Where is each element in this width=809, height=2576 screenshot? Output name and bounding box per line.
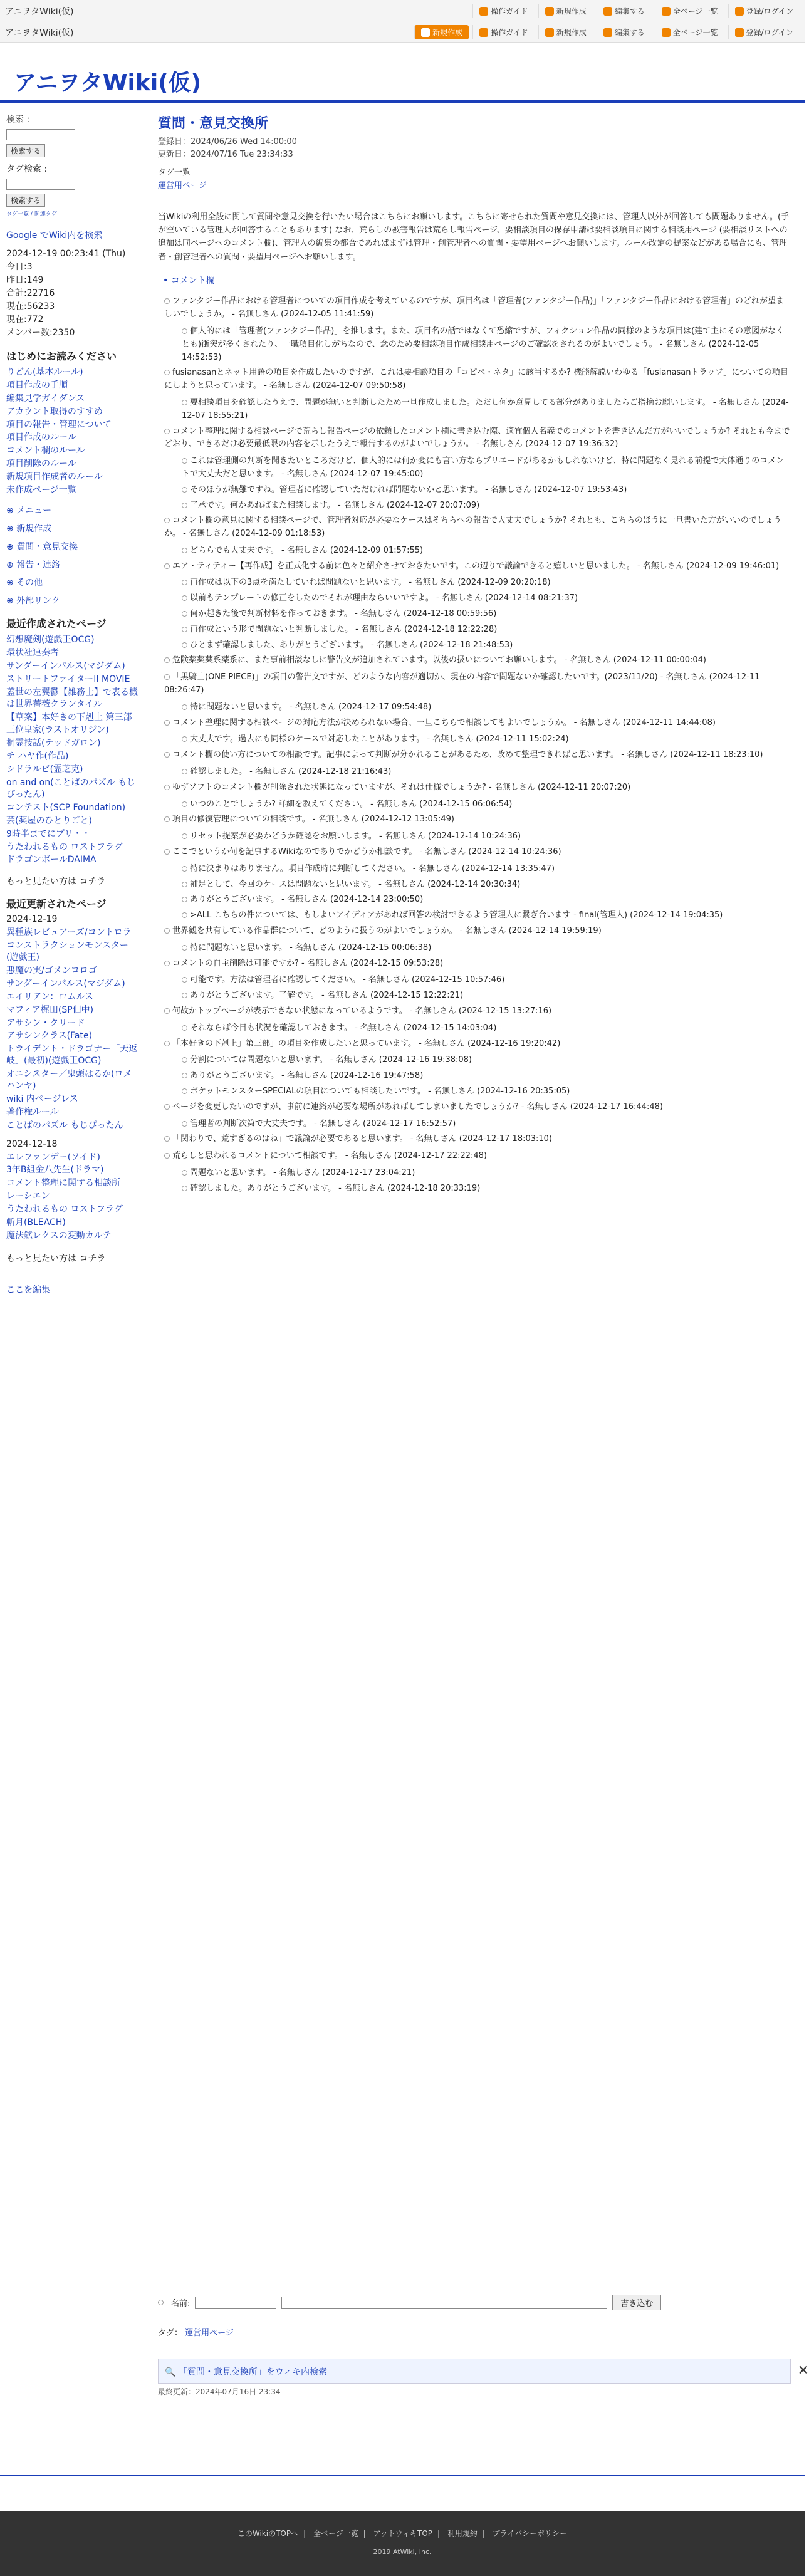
- radio-icon[interactable]: [182, 769, 187, 774]
- updated-item[interactable]: うたわれるもの ロストフラグ: [6, 1204, 123, 1215]
- search-input[interactable]: [6, 129, 75, 140]
- footer-divider: [0, 2475, 805, 2476]
- tags: [158, 167, 791, 193]
- menu-all-pages[interactable]: 全ページ一覧: [655, 4, 724, 18]
- radio-icon[interactable]: [164, 1136, 170, 1142]
- radio-icon[interactable]: [164, 928, 170, 934]
- comment-post: [164, 957, 791, 971]
- updated-more-link[interactable]: もっと見たい方は コチラ: [6, 1253, 106, 1264]
- footer: [0, 2511, 805, 2576]
- recent-item[interactable]: 三位皇家(ラストオリジン): [6, 725, 109, 736]
- footer-link[interactable]: このWikiのTOPへ: [237, 2529, 299, 2538]
- beginner-heading: はじめにお読みください: [6, 350, 117, 362]
- reply-text: いつのことでしょうか? 詳細を教えてください。 - 名無しさん (2024-12-15 06:06:54): [190, 799, 513, 809]
- recent-item[interactable]: 環状社連奏者: [6, 648, 59, 659]
- updated-item[interactable]: トライデント・ドラゴナー「天返岐」(最初)(遊戯王OCG): [6, 1044, 138, 1066]
- comment-text: ここでというか何を記事するWikiなのでありでかどうか相談です。 - 名無しさん (2024-12-14 10:24:36): [172, 847, 561, 857]
- updated-heading: 最近更新されたページ: [6, 898, 107, 910]
- updated-item[interactable]: 悪魔の実/ゴメンロロゴ: [6, 965, 97, 976]
- radio-icon[interactable]: [164, 720, 170, 726]
- updated-item[interactable]: wiki 内ページレス: [6, 1093, 78, 1104]
- updated-item[interactable]: エイリアン：ロムルス: [6, 991, 94, 1002]
- recent-item[interactable]: 桐霊技話(テッドガロン): [6, 738, 101, 749]
- menu-all-2[interactable]: 全ページ一覧: [655, 25, 724, 39]
- reply-text: 分割については問題ないと思います。 - 名無しさん (2024-12-16 19:38:08): [190, 1055, 472, 1065]
- comment-post: [164, 560, 791, 573]
- list-icon: [662, 28, 671, 37]
- reply-text: どちらでも大丈夫です。 - 名無しさん (2024-12-09 01:57:55): [190, 545, 424, 555]
- updated-item[interactable]: エレファンデー(ソイド): [6, 1152, 100, 1162]
- menu-login[interactable]: 登録/ログイン: [728, 4, 800, 18]
- tag-search-label: タグ検索 :: [6, 164, 48, 174]
- pencil-icon: [603, 28, 612, 37]
- comment-text: fusianasanとネット用語の項目を作成したいのですが、これは要相談項目の「コピペ・ネタ」に該当するか? 機能解説いわゆる「fusianasanトラップ」についての項目にしようと思っています。 - 名無しさん (2024-12-07 09:50:58): [164, 368, 788, 391]
- comment-reply: [182, 592, 791, 605]
- comment-text: 「本好きの下剋上」第三部」の項目を作成したいと思っています。 - 名無しさん (2024-12-16 19:20:42): [172, 1038, 561, 1048]
- comment-reply: [182, 1070, 791, 1083]
- footer-link[interactable]: アットウィキTOP: [373, 2529, 433, 2538]
- stat-total: 合計:22716: [6, 288, 55, 298]
- reply-text: 再作成は以下の3点を満たしていれば問題ないと思います。 - 名無しさん (2024-12-09 20:20:18): [190, 578, 551, 588]
- recent-item[interactable]: コンテスト(SCP Foundation): [6, 802, 126, 813]
- recent-heading: 最近作成されたページ: [6, 618, 107, 630]
- updated-item[interactable]: 3年B組金八先生(ドラマ): [6, 1165, 104, 1176]
- radio-icon[interactable]: [182, 1170, 187, 1176]
- radio-icon[interactable]: [182, 503, 187, 508]
- comment-reply: [182, 879, 791, 892]
- reply-text: 何か起きた後で判断材料を作っておきます。 - 名無しさん (2024-12-18 00:59:56): [190, 609, 497, 619]
- reply-text: それならば今日も状況を確認しておきます。 - 名無しさん (2024-12-15 14:03:04): [190, 1023, 497, 1033]
- recent-item[interactable]: うたわれるもの ロストフラグ: [6, 842, 123, 852]
- reply-text: これは管理側の判断を聞きたいところだけど、個人的には何か変にも言い方ならプリエードがあるかもしれないけど、特に問題なく見れる前提で大体通りのコメントで大丈夫だと思います。 - 名無しさん (2024-12-07 19:45:00): [182, 456, 785, 479]
- comment-post: [164, 1133, 791, 1146]
- stat-members: メンバー数:2350: [6, 328, 75, 338]
- reply-text: 特に決まりはありません。項目作成時に判断してください。 - 名無しさん (2024-12-14 13:35:47): [190, 863, 555, 873]
- stat-current-2: 現在:772: [6, 315, 44, 325]
- updated-item[interactable]: オニシスター／鬼頭はるか(ロメハンヤ): [6, 1069, 132, 1091]
- reply-text: 了承です。何かあればまた相談します。 - 名無しさん (2024-12-07 20:07:09): [190, 500, 480, 510]
- comment-reply: [182, 1182, 791, 1196]
- beginner-item[interactable]: りどん(基本ルール): [6, 367, 83, 377]
- search-in-wiki-link[interactable]: 🔍 「質問・意見交換所」をウィキ内検索: [165, 2367, 328, 2377]
- updated-item[interactable]: 斬月(BLEACH): [6, 1217, 66, 1228]
- beginner-item[interactable]: コメント欄のルール: [6, 446, 85, 456]
- title-divider: [0, 100, 805, 103]
- sidebar-menu-item[interactable]: ⊕ 外部リンク: [6, 596, 60, 607]
- comment-text: 危険薬薬薬系薬系に、また事前相談なしに警告文が追加されています。以後の扱いについてお願いします。 - 名無しさん (2024-12-11 00:00:04): [172, 655, 706, 665]
- beginner-item[interactable]: 未作成ページ一覧: [6, 485, 76, 496]
- tag-link[interactable]: 運営用ページ: [158, 180, 207, 190]
- edit-here-link[interactable]: ここを編集: [6, 1285, 50, 1295]
- reply-text: ボケットモンスターSPECIALの項目についても相談したいです。 - 名無しさん (2024-12-16 20:35:05): [190, 1086, 570, 1096]
- comment-text: コメント欄の意見に関する相談ページで、管理者対応が必要なケースはそちらへの報告で大丈夫でしょうか? それとも、こちらのほうに一旦書いた方がいいのでしょうか。 - 名無しさん (2024-12-09 01:18:53): [164, 516, 781, 539]
- comment-text: 世界観を共有している作品群について、どのように扱うのがよいでしょうか。 - 名無しさん (2024-12-14 19:59:19): [172, 926, 602, 936]
- comment-reply: [182, 942, 791, 955]
- reply-text: 特に問題ないと思います。 - 名無しさん (2024-12-17 09:54:48): [190, 702, 432, 712]
- radio-icon[interactable]: [164, 370, 170, 375]
- comment-text: 「関わりで、荒すぎるのはね」で議論が必要であると思います。 - 名無しさん (2024-12-17 18:03:10): [172, 1134, 552, 1144]
- comment-reply: [182, 608, 791, 621]
- updated-date-2: 2024-12-18: [6, 1139, 58, 1149]
- comment-post: [164, 295, 791, 321]
- intro-text: 当Wikiの利用全般に関して質問や意見交換を行いたい場合はこちらにお願いします。こちらに寄せられた質問や意見交換には、管理人以外が回答しても問題ありません。(手が空いている管理人が回答することもあります) なお、荒らしの被害報告は荒らし報告ページ、要相談項目の保存申請は要相談項目に関する相談用ページ (要相談リストへの追加は同ページへのコメント欄)、管理人の編集の都合であればまずは管理・創管理者への質問・要望用ページへお願いします。ルール改定の提案などがある場合にも、管理者・創管理者への質問・要望用ページへお願いします。: [158, 212, 790, 262]
- beginner-item[interactable]: 項目作成の手順: [6, 380, 68, 390]
- sidebar: [6, 110, 138, 1315]
- comment-post: [164, 1101, 791, 1114]
- radio-icon[interactable]: [182, 1186, 187, 1191]
- name-input[interactable]: [195, 2297, 276, 2309]
- sidebar-menu-item[interactable]: ⊕ メニュー: [6, 505, 52, 516]
- reply-text: 問題ないと思います。 - 名無しさん (2024-12-17 23:04:21): [190, 1167, 415, 1177]
- updated-item[interactable]: アサシン・クリード: [6, 1018, 85, 1028]
- page-title: 質問・意見交換所: [158, 116, 269, 132]
- sidebar-menu-item[interactable]: ⊕ 質問・意見交換: [6, 541, 78, 552]
- menu-new-2[interactable]: 新規作成: [538, 25, 593, 39]
- sidebar-menu: [6, 505, 138, 607]
- beginner-list: [6, 367, 138, 496]
- search-icon: 🔍: [165, 2367, 176, 2377]
- radio-icon[interactable]: [164, 1104, 170, 1110]
- plus-icon: [545, 28, 554, 37]
- reply-text: 補足として、今回のケースは問題ないと思います。 - 名無しさん (2024-12-14 20:30:34): [190, 879, 521, 889]
- updated-item[interactable]: コンストラクションモンスター(遊戯王): [6, 941, 128, 963]
- bottom-tag-link[interactable]: 運営用ページ: [185, 2328, 234, 2338]
- comment-reply: [182, 623, 791, 637]
- radio-icon[interactable]: [182, 400, 187, 405]
- comment-reply: [182, 974, 791, 987]
- reply-text: ありがとうございます。了解です。 - 名無しさん (2024-12-15 12:22:21): [190, 991, 464, 1001]
- radio-icon[interactable]: [182, 882, 187, 887]
- radio-icon[interactable]: [182, 1025, 187, 1031]
- comment-text: ファンタジー作品における管理者についての項目作成を考えているのですが、項目名は「管理者(ファンタジー作品)」「ファンタジー作品における管理者」のどれが望ましいでしょうか。 - 名無しさん (2024-12-05 11:41:59): [164, 296, 785, 320]
- recent-item[interactable]: 幻想魔剣(遊戯王OCG): [6, 635, 95, 645]
- radio-icon[interactable]: [182, 704, 187, 710]
- reply-text: ありがとうございます。 - 名無しさん (2024-12-14 23:00:50): [190, 895, 424, 905]
- toolbar-menu: [472, 4, 800, 18]
- radio-icon[interactable]: [164, 752, 170, 758]
- radio-icon[interactable]: [182, 1057, 187, 1063]
- radio-icon[interactable]: [182, 642, 187, 648]
- radio-icon[interactable]: [182, 1121, 187, 1127]
- radio-icon[interactable]: [182, 627, 187, 632]
- bottom-tag-label: タグ：: [158, 2328, 183, 2338]
- tag-label: タグ一覧: [158, 168, 191, 177]
- radio-icon[interactable]: [182, 328, 187, 334]
- comment-reply: [182, 484, 791, 497]
- recent-item[interactable]: 芸(薬屋のひとりごと): [6, 815, 92, 826]
- comment-reply: [182, 545, 791, 558]
- close-icon[interactable]: ✕: [797, 2363, 809, 2379]
- beginner-item[interactable]: 編集見学ガイダンス: [6, 393, 85, 404]
- beginner-item[interactable]: アカウント取得のすすめ: [6, 406, 103, 417]
- recent-item[interactable]: 9時半までにプリ・・: [6, 828, 91, 839]
- comment-reply: [182, 909, 791, 922]
- comment-post: [164, 654, 791, 667]
- radio-icon[interactable]: [182, 977, 187, 983]
- name-label: 名前:: [171, 2299, 191, 2308]
- radio-icon[interactable]: [164, 657, 170, 663]
- recent-more-link[interactable]: もっと見たい方は コチラ: [6, 877, 106, 887]
- comment-post: [164, 717, 791, 730]
- site-title[interactable]: アニヲタWiki(仮): [14, 70, 202, 96]
- updated-date: 更新日：2024/07/16 Tue 23:34:33: [158, 149, 293, 159]
- comment-post: [164, 671, 791, 697]
- radio-icon[interactable]: [182, 897, 187, 902]
- updated-item[interactable]: コメント整理に関する相談所: [6, 1178, 120, 1189]
- recent-item[interactable]: 蓋世の左翼鬱【雑務士】で表る機は世界薔薇クランタイル: [6, 687, 138, 709]
- comment-post: [164, 1150, 791, 1163]
- menu-edit-2[interactable]: 編集する: [597, 25, 651, 39]
- comment-reply: [182, 397, 791, 423]
- reply-text: そのほうが無難ですね。管理者に確認していただければ問題ないかと思います。 - 名無しさん (2024-12-07 19:53:43): [190, 484, 627, 494]
- radio-icon[interactable]: [182, 912, 187, 918]
- radio-icon[interactable]: [164, 816, 170, 822]
- recent-item[interactable]: 【草案】本好きの下剋上 第三部: [6, 712, 132, 722]
- stat-yesterday: 昨日:149: [6, 275, 44, 285]
- comment-post: [164, 781, 791, 795]
- plus-icon: [545, 7, 554, 16]
- search-share-bar: [158, 2359, 809, 2384]
- search-button[interactable]: 検索する: [6, 144, 45, 157]
- comment-post: [164, 846, 791, 859]
- radio-icon[interactable]: [182, 1073, 187, 1078]
- stat-datetime: 2024-12-19 00:23:41 (Thu): [6, 249, 126, 259]
- registered-date: 登録日：2024/06/26 Wed 14:00:00: [158, 137, 297, 147]
- radio-icon[interactable]: [182, 993, 187, 998]
- radio-icon[interactable]: [182, 595, 187, 601]
- comment-reply: [182, 576, 791, 590]
- footer-links: このWikiのTOPへ | 全ページ一覧 | アットウィキTOP | 利用規約 | プライバシーポリシー: [237, 2529, 568, 2538]
- reply-text: 大丈夫です。過去にも同様のケースで対応したことがあります。 - 名無しさん (2024-12-11 15:02:24): [190, 734, 569, 744]
- comment-post: [164, 514, 791, 541]
- comment-input[interactable]: [281, 2297, 607, 2309]
- updated-item[interactable]: ことばのパズル もじぴったん: [6, 1120, 123, 1130]
- footer-link[interactable]: 利用規約: [447, 2529, 478, 2538]
- comment-text: ページを変更したいのですが、事前に連絡が必要な場所があればしてしまいましたでしょうか? - 名無しさん (2024-12-17 16:44:48): [172, 1102, 663, 1112]
- comment-text: 荒らしと思われるコメントについて相談です。 - 名無しさん (2024-12-17 22:22:48): [172, 1151, 487, 1161]
- updated-item[interactable]: アサシンクラス(Fate): [6, 1031, 93, 1041]
- beginner-item[interactable]: 新規項目作成者のルール: [6, 472, 103, 482]
- radio-icon[interactable]: [182, 736, 187, 742]
- google-search-link[interactable]: Google でWiki内を検索: [6, 231, 103, 241]
- comment-reply: [182, 1054, 791, 1067]
- top-toolbar: [0, 0, 805, 21]
- bottom-tags: [158, 2326, 234, 2338]
- updated-item[interactable]: レーシエン: [6, 1191, 50, 1202]
- radio-icon[interactable]: [182, 801, 187, 807]
- radio-icon[interactable]: [182, 866, 187, 872]
- radio-icon[interactable]: [182, 487, 187, 493]
- reply-text: 以前もテンプレートの修正をしたのでそれが理由ならいいですよ。 - 名無しさん (2024-12-14 08:21:37): [190, 593, 578, 603]
- comment-text: 何故かトップページが表示できない状態になっているようです。 - 名無しさん (2024-12-15 13:27:16): [172, 1006, 552, 1016]
- recent-item[interactable]: サンダーインパルス(マジダム): [6, 661, 125, 672]
- stat-today: 今日:3: [6, 262, 33, 272]
- reply-text: リセット提案が必要かどうか確認をお願いします。 - 名無しさん (2024-12-14 10:24:36): [190, 832, 521, 842]
- menu-login-2[interactable]: 登録/ログイン: [728, 25, 800, 39]
- radio-icon[interactable]: [182, 580, 187, 585]
- comment-post: [164, 367, 791, 393]
- comment-text: ゆずソフトのコメント欄が削除された状態になっていますが、それは仕様でしょうか? - 名無しさん (2024-12-11 20:07:20): [172, 782, 631, 792]
- comment-reply: [182, 798, 791, 811]
- beginner-item[interactable]: 項目作成のルール: [6, 432, 76, 443]
- reply-text: ひとまず確認しました、ありがとうございます。 - 名無しさん (2024-12-18 21:48:53): [190, 640, 513, 650]
- sidebar-menu-item[interactable]: ⊕ その他: [6, 578, 43, 588]
- recent-item[interactable]: チ ハヤ作(作品): [6, 751, 69, 762]
- radio-icon[interactable]: [164, 518, 170, 523]
- radio-icon[interactable]: [164, 429, 170, 434]
- radio-icon[interactable]: [164, 1008, 170, 1014]
- reply-text: 管理者の判断次第で大丈夫です。 - 名無しさん (2024-12-17 16:52:57): [190, 1119, 456, 1129]
- comment-post: [164, 749, 791, 762]
- menu-edit-page[interactable]: 操作ガイド: [472, 4, 535, 18]
- pencil-icon: [603, 7, 612, 16]
- comment-reply: [182, 733, 791, 746]
- comment-post: [164, 1005, 791, 1018]
- comment-threads: [164, 295, 791, 1195]
- radio-icon[interactable]: [164, 674, 170, 680]
- menu-guide-2[interactable]: 操作ガイド: [472, 25, 535, 39]
- updated-item[interactable]: 著作権ルール: [6, 1107, 59, 1117]
- recent-list: [6, 634, 138, 866]
- list-icon: [662, 7, 671, 16]
- comment-text: 項目の修復管理についての相談です。 - 名無しさん (2024-12-12 13:05:49): [172, 815, 454, 825]
- tag-list-link[interactable]: タグ一覧 / 関連タグ: [6, 211, 57, 217]
- beginner-item[interactable]: 項目の報告・管理について: [6, 419, 112, 430]
- radio-icon[interactable]: [164, 563, 170, 569]
- radio-icon[interactable]: [182, 548, 187, 553]
- user-icon: [735, 28, 744, 37]
- comment-reply: [182, 639, 791, 652]
- recent-item[interactable]: ドラゴンボールDAIMA: [6, 855, 97, 865]
- comment-reply: [182, 325, 791, 364]
- reply-text: 要相談項目を確認したうえで、問題が無いと判断したため一旦作成しました。ただし何か意見してる部分がありましたらご指摘お願いします。 - 名無しさん (2024-12-07 18:55:21): [182, 397, 789, 420]
- comment-reply: [182, 1022, 791, 1035]
- radio-icon[interactable]: [158, 2300, 164, 2305]
- tag-search-button[interactable]: 検索する: [6, 194, 45, 207]
- beginner-item[interactable]: 項目削除のルール: [6, 459, 76, 469]
- reply-text: >ALL こちらの件については、もしよいアイディアがあれば回答の検討できるよう管理人に繋ぎ合います - final(管理人) (2024-12-14 19:04:35): [190, 910, 723, 920]
- toolbar-site-name-2[interactable]: アニヲタWiki(仮): [5, 28, 74, 38]
- comment-reply: [182, 455, 791, 481]
- main-content: [158, 113, 791, 1198]
- comment-text: コメント整理に関する相談ページの対応方法が決められない場合、一旦こちらで相談してもよいでしょうか。 - 名無しさん (2024-12-11 14:44:08): [172, 717, 716, 727]
- radio-icon[interactable]: [182, 458, 187, 464]
- radio-icon[interactable]: [164, 785, 170, 790]
- sidebar-menu-item[interactable]: ⊕ 報告・連絡: [6, 560, 61, 570]
- reply-text: 特に問題ないと思います。 - 名無しさん (2024-12-15 00:06:38): [190, 942, 432, 952]
- page-icon: [479, 28, 488, 37]
- top-toolbar-sticky: [0, 21, 805, 43]
- comment-post: [164, 425, 791, 452]
- menu-edit[interactable]: 編集する: [597, 4, 651, 18]
- comment-text: 「黒騎士(ONE PIECE)」の項目の警告文ですが、どのような内容が適切か、現在の内容で問題ないか確認したいです。(2023/11/20) - 名無しさん (2024-12-11 08:26:47): [164, 672, 760, 696]
- menu-new[interactable]: 新規作成: [538, 4, 593, 18]
- updated-date: 2024-12-19: [6, 914, 58, 925]
- updated-item[interactable]: マフィア梶田(SP佃中): [6, 1004, 94, 1015]
- comment-reply: [182, 701, 791, 714]
- reply-text: 再作成という形で問題ないと判断しました。 - 名無しさん (2024-12-18 12:22:28): [190, 624, 498, 634]
- menu-new-highlight[interactable]: 新規作成: [414, 25, 469, 39]
- comment-reply: [182, 989, 791, 1003]
- reply-text: 確認しました。 - 名無しさん (2024-12-18 21:16:43): [190, 767, 392, 777]
- toolbar-menu-2: [414, 25, 800, 39]
- plus-icon: [421, 28, 430, 37]
- page-icon: [479, 7, 488, 16]
- radio-icon[interactable]: [164, 1041, 170, 1046]
- search-label: 検索 :: [6, 115, 30, 125]
- recent-item[interactable]: on and on(ことばのパズル もじぴったん): [6, 778, 136, 800]
- radio-icon[interactable]: [182, 1088, 187, 1094]
- comment-reply: [182, 1167, 791, 1180]
- comment-post: [164, 813, 791, 827]
- comment-post: [164, 925, 791, 938]
- comment-reply: [182, 894, 791, 907]
- tag-search-input[interactable]: [6, 179, 75, 190]
- radio-icon[interactable]: [182, 611, 187, 617]
- radio-icon[interactable]: [182, 945, 187, 951]
- comment-reply: [182, 830, 791, 843]
- comment-reply: [182, 863, 791, 876]
- footer-link[interactable]: プライバシーポリシー: [492, 2529, 568, 2538]
- footer-link[interactable]: 全ページ一覧: [313, 2529, 358, 2538]
- comment-text: コメント欄の使い方についての相談です。記事によって判断が分かれることがあるため、改めて整理できればと思います。 - 名無しさん (2024-12-11 18:23:10): [172, 750, 763, 760]
- radio-icon[interactable]: [164, 298, 170, 304]
- toolbar-site-name[interactable]: アニヲタWiki(仮): [5, 7, 74, 17]
- updated-list: [6, 927, 138, 1131]
- reply-text: 確認しました。ありがとうございます。 - 名無しさん (2024-12-18 20:33:19): [190, 1183, 481, 1193]
- comment-text: コメント整理に関する相談ページで荒らし報告ページの依頼したコメント欄に書き込む際、適宜個人名義でのコメントを書き込んだ方がいいでしょうか? それとも今までどおり、できるだけ必要最低限の内容を示したうえで報告するのがよいでしょうか。 - 名無しさん (2024-12-07 19:36:32): [164, 426, 790, 449]
- updated-item[interactable]: 魔法鉱レクスの変動カルテ: [6, 1230, 112, 1241]
- radio-icon[interactable]: [164, 961, 170, 966]
- recent-item[interactable]: ストリートファイターII MOVIE: [6, 674, 130, 684]
- reply-text: 個人的には「管理者(ファンタジー作品)」を推します。また、項目名の話ではなくて恐縮ですが、フィクション作品の同様のような項目は(建て主にその意図がなくとも)衝突が多くされたり、一職項目化しがちなので、念のため要相談項目作成相談用ページのご確認をされるのがよいでしょう。 - 名無しさん (2024-12-05 14:52:53): [182, 326, 785, 362]
- stats: [6, 248, 138, 340]
- stat-current: 現在:56233: [6, 301, 55, 311]
- sidebar-menu-item[interactable]: ⊕ 新規作成: [6, 523, 52, 534]
- updated-item[interactable]: サンダーインパルス(マジダム): [6, 978, 125, 989]
- comment-text: エア・ティティー【再作成】を正式化する前に色々と紹介させておきたいです。この辺りで議論できると嬉しいと思いました。 - 名無しさん (2024-12-09 19:46:01): [172, 561, 780, 571]
- comment-post: [164, 1038, 791, 1051]
- radio-icon[interactable]: [164, 1153, 170, 1159]
- toc-link[interactable]: • コメント欄: [163, 276, 215, 286]
- comment-reply: [182, 766, 791, 779]
- reply-text: ありがとうございます。 - 名無しさん (2024-12-16 19:47:58): [190, 1071, 424, 1081]
- comment-text: コメントの自主削除は可能ですか? - 名無しさん (2024-12-15 09:53:28): [172, 958, 444, 968]
- updated-item[interactable]: 異種族レビュアーズ/コントロラ: [6, 927, 132, 938]
- recent-item[interactable]: シドラルビ(霊芝克): [6, 764, 83, 775]
- user-icon: [735, 7, 744, 16]
- copyright: 2019 AtWiki, Inc.: [373, 2548, 432, 2556]
- comment-reply: [182, 1085, 791, 1098]
- comment-form: [158, 2295, 791, 2310]
- comment-reply: [182, 499, 791, 513]
- updated-list-2: [6, 1152, 138, 1242]
- radio-icon[interactable]: [182, 833, 187, 839]
- last-updated: 最終更新：2024年07月16日 23:34: [158, 2387, 281, 2396]
- submit-button[interactable]: 書き込む: [612, 2295, 661, 2310]
- reply-text: 可能です。方法は管理者に確認してください。 - 名無しさん (2024-12-15 10:57:46): [190, 975, 505, 985]
- comment-reply: [182, 1118, 791, 1131]
- radio-icon[interactable]: [164, 849, 170, 855]
